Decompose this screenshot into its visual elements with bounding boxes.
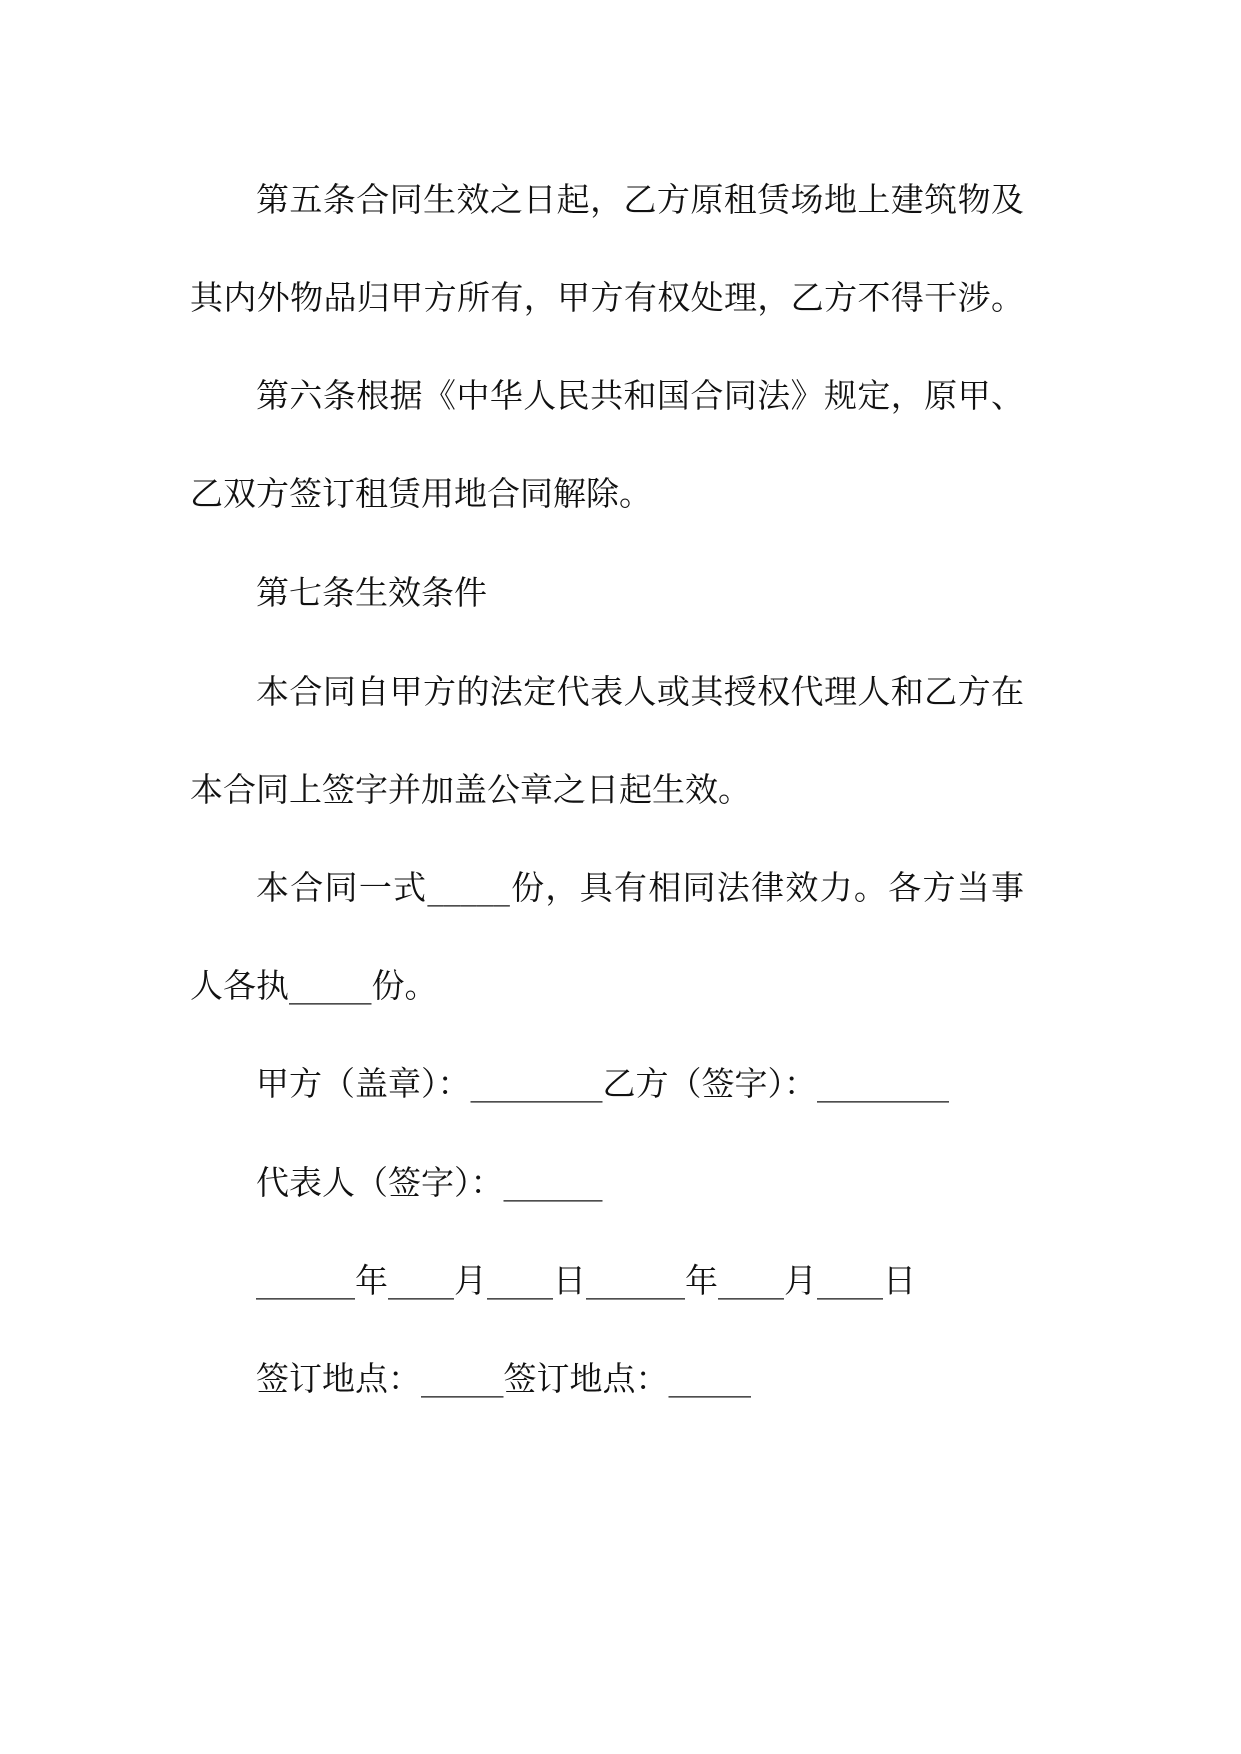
signing-place-line: 签订地点：_____签订地点：_____ — [256, 1359, 751, 1398]
paragraph-line-2: 其内外物品归甲方所有，甲方有权处理，乙方不得干涉。 — [190, 278, 1024, 317]
paragraph-line-8: 本合同一式_____份，具有相同法律效力。各方当事 — [256, 868, 1024, 907]
paragraph-line-4: 乙双方签订租赁用地合同解除。 — [190, 474, 652, 513]
paragraph-line-6: 本合同自甲方的法定代表人或其授权代理人和乙方在 — [256, 672, 1024, 711]
representative-line: 代表人（签字）：______ — [256, 1163, 603, 1202]
signature-party-line: 甲方（盖章）：________乙方（签字）：________ — [256, 1064, 949, 1103]
paragraph-line-9: 人各执_____份。 — [190, 966, 438, 1005]
paragraph-line-3: 第六条根据《中华人民共和国合同法》规定，原甲、 — [256, 376, 1024, 415]
date-line: ______年____月____日______年____月____日 — [256, 1261, 916, 1300]
section-heading: 第七条生效条件 — [256, 573, 487, 612]
paragraph-line-1: 第五条合同生效之日起，乙方原租赁场地上建筑物及 — [256, 180, 1024, 219]
paragraph-line-7: 本合同上签字并加盖公章之日起生效。 — [190, 770, 751, 809]
